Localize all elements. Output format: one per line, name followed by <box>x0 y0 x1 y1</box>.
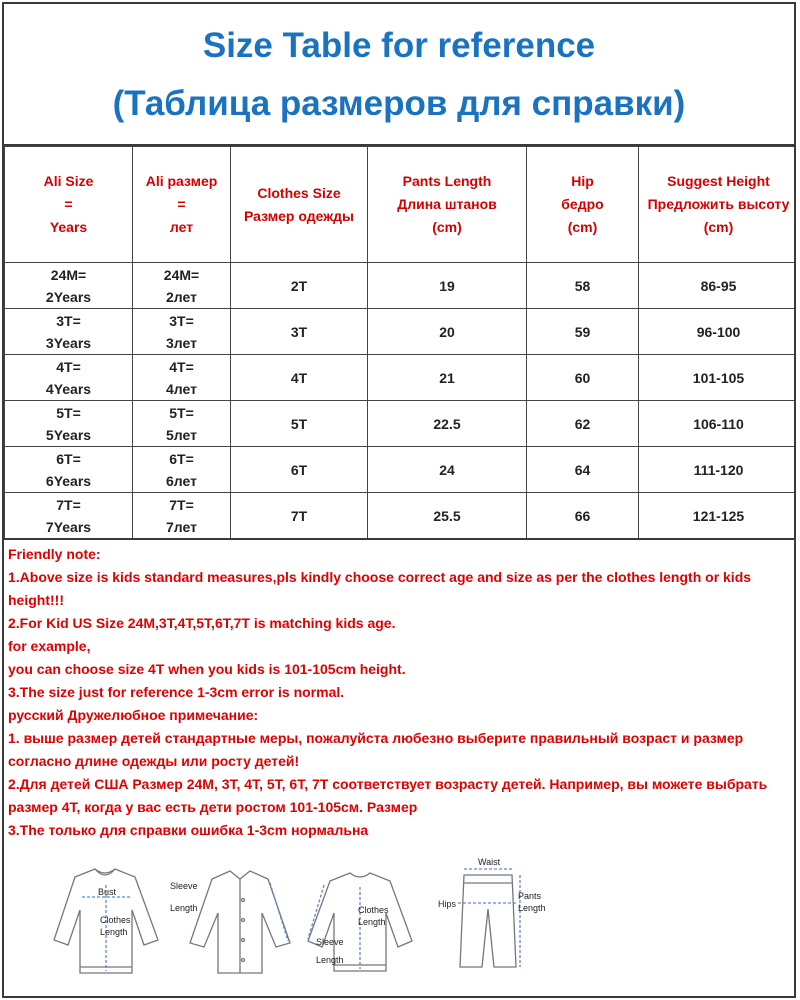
cell-clothes: 2T <box>231 263 368 309</box>
cell-hip: 60 <box>527 355 639 401</box>
column-header-line: Ali Size <box>43 173 94 189</box>
pants-label: Pants <box>518 891 542 901</box>
cell-ali-ru <box>133 493 231 540</box>
cell-line: 2лет <box>166 288 197 305</box>
column-header <box>5 147 133 263</box>
clothes-label-2: Clothes <box>358 905 389 915</box>
length-label-4: Length <box>316 955 344 965</box>
cell-line: 3T= <box>169 312 194 329</box>
sleeve-label-2: Sleeve <box>316 937 344 947</box>
cell-ali-en <box>5 493 133 540</box>
cell-ali-ru <box>133 447 231 493</box>
title-box <box>4 4 794 146</box>
note-line: 1.Above size is kids standard measures,pls kindly choose correct age and size as per the clothes length or kids height!!! <box>8 569 752 608</box>
cell-height: 101-105 <box>639 355 797 401</box>
length-label-2: Length <box>170 903 198 913</box>
note-line: 2.Для детей США Размер 24M, 3T, 4T, 5T, 6T, 7T соответствует возрасту детей. Например, вы можете выбрать размер 4T, когда у вас есть дети ростом 101-105см. Размер <box>8 776 768 815</box>
table-row <box>5 401 797 447</box>
sleeve-label-1: Sleeve <box>170 881 198 891</box>
cell-height: 106-110 <box>639 401 797 447</box>
note-line: you can choose size 4T when you kids is 101-105cm height. <box>8 661 406 677</box>
cell-height: 86-95 <box>639 263 797 309</box>
cell-line: 2Years <box>45 288 92 305</box>
cell-line: 4T= <box>169 358 194 375</box>
cell-line: 24M= <box>50 266 87 283</box>
column-header-line: Pants Length <box>402 173 492 189</box>
cell-line: 6T= <box>169 450 194 467</box>
cell-clothes: 7T <box>231 493 368 540</box>
table-row <box>5 493 797 540</box>
note-line: for example, <box>8 638 91 654</box>
cell-hip: 59 <box>527 309 639 355</box>
hips-label: Hips <box>438 899 457 909</box>
cell-pants: 21 <box>368 355 527 401</box>
column-header-line: Clothes Size <box>257 184 341 201</box>
column-header-line: Years <box>49 219 88 235</box>
cell-height: 111-120 <box>639 447 797 493</box>
title-english: Size Table for reference <box>202 26 596 65</box>
friendly-notes <box>4 540 794 842</box>
column-header <box>368 147 527 263</box>
cell-line: 7Years <box>45 518 92 535</box>
cell-ali-ru <box>133 355 231 401</box>
column-header-line: Hip <box>571 173 594 189</box>
note-line: 3.The size just for reference 1-3cm error is normal. <box>8 684 345 700</box>
cell-line: 3лет <box>166 334 197 351</box>
cell-hip: 62 <box>527 401 639 447</box>
cell-height: 96-100 <box>639 309 797 355</box>
measurement-diagrams <box>40 855 560 990</box>
table-row <box>5 309 797 355</box>
cell-ali-en <box>5 309 133 355</box>
cell-line: 4лет <box>166 380 197 397</box>
column-header-line: (cm) <box>432 219 462 235</box>
cell-line: 6Years <box>45 472 92 489</box>
column-header-line: Предложить высоту <box>647 196 790 212</box>
cell-line: 6T= <box>56 450 81 467</box>
cell-line: 4Years <box>45 380 92 397</box>
cell-line: 3T= <box>56 312 81 329</box>
cell-clothes: 5T <box>231 401 368 447</box>
cell-pants: 25.5 <box>368 493 527 540</box>
pants-icon <box>458 869 520 967</box>
table-row <box>5 355 797 401</box>
cell-ali-en <box>5 447 133 493</box>
column-header-line: Длина штанов <box>397 196 497 212</box>
cell-hip: 64 <box>527 447 639 493</box>
cell-ali-ru <box>133 401 231 447</box>
column-header-line: лет <box>169 219 194 235</box>
column-header <box>639 147 797 263</box>
length-label-1: Length <box>100 927 128 937</box>
cell-pants: 20 <box>368 309 527 355</box>
cell-line: 5T= <box>169 404 194 421</box>
cell-line: 6лет <box>166 472 197 489</box>
column-header <box>527 147 639 263</box>
waist-label: Waist <box>478 857 501 867</box>
column-header-line: (cm) <box>567 219 598 235</box>
cell-line: 7T= <box>56 496 81 513</box>
column-header-line: Suggest Height <box>667 173 770 189</box>
cell-line: 7T= <box>169 496 194 513</box>
column-header <box>133 147 231 263</box>
cell-line: 5T= <box>56 404 81 421</box>
column-header-line: = <box>64 196 73 212</box>
cell-clothes: 3T <box>231 309 368 355</box>
note-line: Friendly note: <box>8 546 101 562</box>
shirt-sleeve-icon <box>190 871 290 973</box>
length-label-5: Length <box>518 903 546 913</box>
column-header-line: Ali размер <box>145 173 218 189</box>
clothes-label-1: Clothes <box>100 915 131 925</box>
cell-ali-en <box>5 355 133 401</box>
table-row <box>5 447 797 493</box>
cell-line: 24M= <box>163 266 200 283</box>
cell-ali-ru <box>133 309 231 355</box>
column-header-line: Размер одежды <box>244 207 354 224</box>
length-label-3: Length <box>358 917 386 927</box>
cell-line: 5лет <box>166 426 197 443</box>
cell-height: 121-125 <box>639 493 797 540</box>
cell-pants: 19 <box>368 263 527 309</box>
cell-line: 4T= <box>56 358 81 375</box>
size-table <box>4 146 796 540</box>
note-line: 3.The только для справки ошибка 1-3cm нормальна <box>8 822 369 838</box>
cell-hip: 58 <box>527 263 639 309</box>
note-line: 2.For Kid US Size 24M,3T,4T,5T,6T,7T is matching kids age. <box>8 615 396 631</box>
cell-ali-ru <box>133 263 231 309</box>
cell-hip: 66 <box>527 493 639 540</box>
column-header-line: = <box>177 196 186 212</box>
note-line: 1. выше размер детей стандартные меры, пожалуйста любезно выберите правильный возраст и размер согласно длине одежды или росту детей! <box>8 730 744 769</box>
cell-pants: 22.5 <box>368 401 527 447</box>
column-header <box>231 147 368 263</box>
cell-pants: 24 <box>368 447 527 493</box>
table-row <box>5 263 797 309</box>
cell-ali-en <box>5 263 133 309</box>
cell-clothes: 4T <box>231 355 368 401</box>
title-russian: (Таблица размеров для справки) <box>112 84 686 123</box>
bust-label: Bust <box>98 887 117 897</box>
table-body <box>5 263 797 540</box>
cell-line: 7лет <box>166 518 197 535</box>
cell-line: 5Years <box>45 426 92 443</box>
note-line: русский Дружелюбное примечание: <box>8 707 259 723</box>
cell-clothes: 6T <box>231 447 368 493</box>
measurement-illustrations <box>40 855 560 990</box>
cell-line: 3Years <box>45 334 92 351</box>
column-header-line: бедро <box>561 196 604 212</box>
column-header-line: (cm) <box>703 219 734 235</box>
size-chart-frame <box>2 2 796 998</box>
table-header-row <box>5 147 797 263</box>
cell-ali-en <box>5 401 133 447</box>
